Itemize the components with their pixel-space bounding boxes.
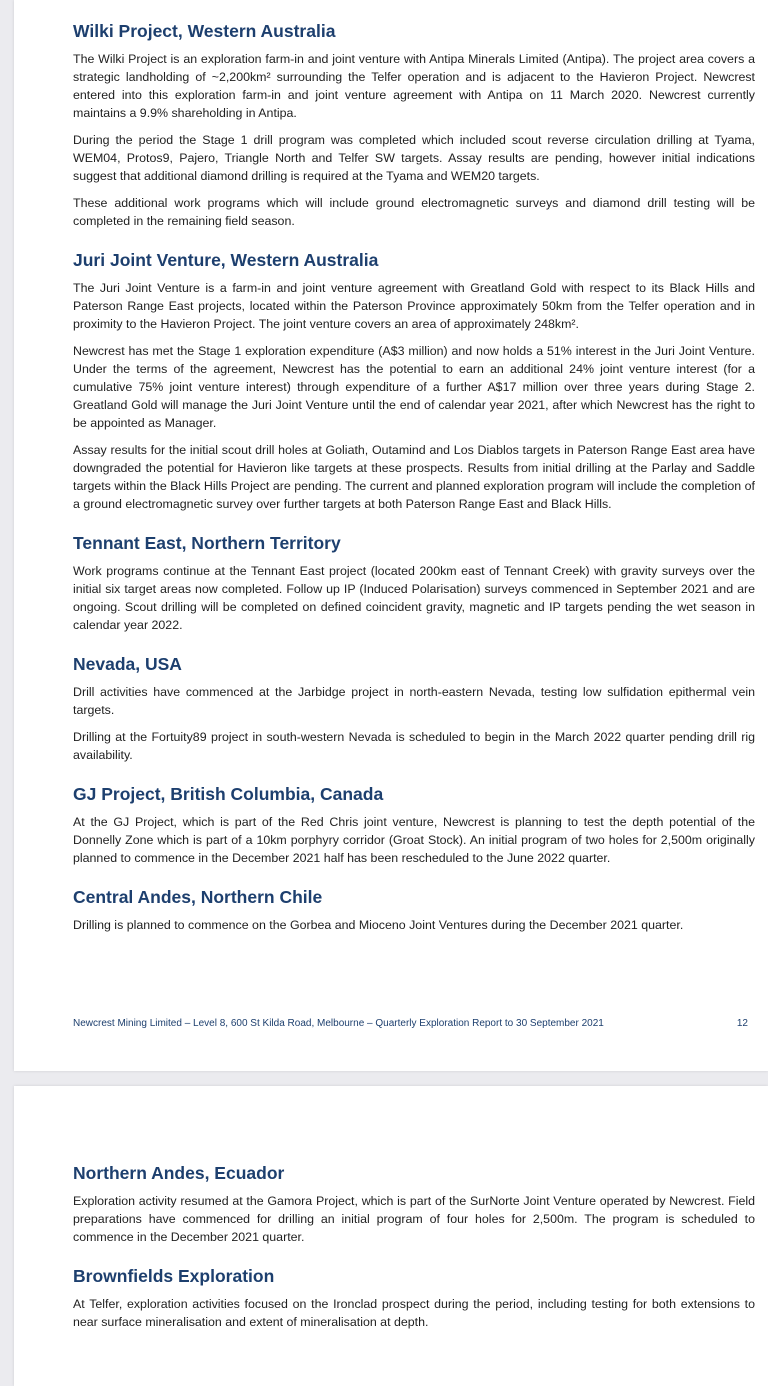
paragraph: The Juri Joint Venture is a farm-in and joint venture agreement with Greatland Gold with respect to its Black Hills and Paterson Range East projects, located within the Paterson Province approximately 50km from the Telfer operation and in proximity to the Havieron Project. The joint venture covers an area of approximately 248km². — [73, 281, 755, 331]
page-footer-text: Newcrest Mining Limited – Level 8, 600 St Kilda Road, Melbourne – Quarterly Exploration Report to 30 September 2021 — [73, 1018, 604, 1029]
section-wilki-project — [73, 20, 755, 230]
paragraph: Assay results for the initial scout drill holes at Goliath, Outamind and Los Diablos targets in Paterson Range East area have downgraded the potential for Havieron like targets at these prospects. Results from initial drilling at the Parlay and Saddle targets within the Black Hills Project are pending. The current and planned exploration program will include the completion of a ground electromagnetic survey over further targets at both Paterson Range East and Black Hills. — [73, 443, 755, 511]
paragraph: Exploration activity resumed at the Gamora Project, which is part of the SurNorte Joint Venture operated by Newcrest. Field preparations have commenced for drilling an initial program of four holes for 2,500m. The program is scheduled to commence in the December 2021 quarter. — [73, 1194, 755, 1244]
paragraph: Work programs continue at the Tennant East project (located 200km east of Tennant Creek) with gravity surveys over the initial six target areas now completed. Follow up IP (Induced Polarisation) surveys commenced in September 2021 and are ongoing. Scout drilling will be completed on defined coincident gravity, magnetic and IP targets pending the wet season in calendar year 2022. — [73, 564, 755, 632]
section-heading: GJ Project, British Columbia, Canada — [73, 784, 384, 804]
section-heading: Brownfields Exploration — [73, 1266, 275, 1286]
paragraph: Drill activities have commenced at the Jarbidge project in north-eastern Nevada, testing low sulfidation epithermal vein targets. — [73, 685, 755, 717]
paragraph: Newcrest has met the Stage 1 exploration expenditure (A$3 million) and now holds a 51% interest in the Juri Joint Venture. Under the terms of the agreement, Newcrest has the potential to earn an additional 24% joint venture interest (for a cumulative 75% joint venture interest) through expenditure of a further A$17 million over three years during Stage 2. Greatland Gold will manage the Juri Joint Venture until the end of calendar year 2021, after which Newcrest has the right to be appointed as Manager. — [73, 344, 755, 430]
section-tennant-east — [73, 532, 755, 634]
section-northern-andes — [73, 1162, 755, 1246]
section-heading: Juri Joint Venture, Western Australia — [73, 250, 379, 270]
paragraph: At Telfer, exploration activities focused on the Ironclad prospect during the period, including testing for both extensions to near surface mineralisation and extent of mineralisation at depth. — [73, 1297, 755, 1329]
section-heading: Wilki Project, Western Australia — [73, 21, 336, 41]
section-heading: Nevada, USA — [73, 654, 182, 674]
paragraph: During the period the Stage 1 drill program was completed which included scout reverse circulation drilling at Tyama, WEM04, Protos9, Pajero, Triangle North and Telfer SW targets. Assay results are pending, however initial indications suggest that additional diamond drilling is required at the Tyama and WEM20 targets. — [73, 133, 755, 183]
paragraph: Drilling is planned to commence on the Gorbea and Mioceno Joint Ventures during the December 2021 quarter. — [73, 918, 684, 932]
section-juri-joint-venture — [73, 249, 755, 513]
section-heading: Tennant East, Northern Territory — [73, 533, 341, 553]
document-page-13 — [14, 1086, 768, 1386]
paragraph: At the GJ Project, which is part of the Red Chris joint venture, Newcrest is planning to test the depth potential of the Donnelly Zone which is part of a 10km porphyry corridor (Groat Stock). An initial program of two holes for 2,500m originally planned to commence in the December 2021 half has been rescheduled to the June 2022 quarter. — [73, 815, 755, 865]
page-content — [73, 1162, 755, 1350]
section-heading: Central Andes, Northern Chile — [73, 887, 323, 907]
page-content — [73, 20, 755, 953]
paragraph: These additional work programs which will include ground electromagnetic surveys and diamond drill testing will be completed in the remaining field season. — [73, 196, 755, 228]
paragraph: Drilling at the Fortuity89 project in south-western Nevada is scheduled to begin in the March 2022 quarter pending drill rig availability. — [73, 730, 755, 762]
section-central-andes — [73, 886, 755, 934]
document-page-12 — [14, 0, 768, 1071]
section-brownfields-exploration — [73, 1265, 755, 1331]
section-nevada-usa — [73, 653, 755, 764]
page-number: 12 — [736, 1018, 748, 1029]
section-heading: Northern Andes, Ecuador — [73, 1163, 285, 1183]
section-gj-project — [73, 783, 755, 867]
paragraph: The Wilki Project is an exploration farm-in and joint venture with Antipa Minerals Limited (Antipa). The project area covers a strategic landholding of ~2,200km² surrounding the Telfer operation and is adjacent to the Havieron Project. Newcrest entered into this exploration farm-in and joint venture agreement with Antipa on 11 March 2020. Newcrest currently maintains a 9.9% shareholding in Antipa. — [73, 52, 755, 120]
